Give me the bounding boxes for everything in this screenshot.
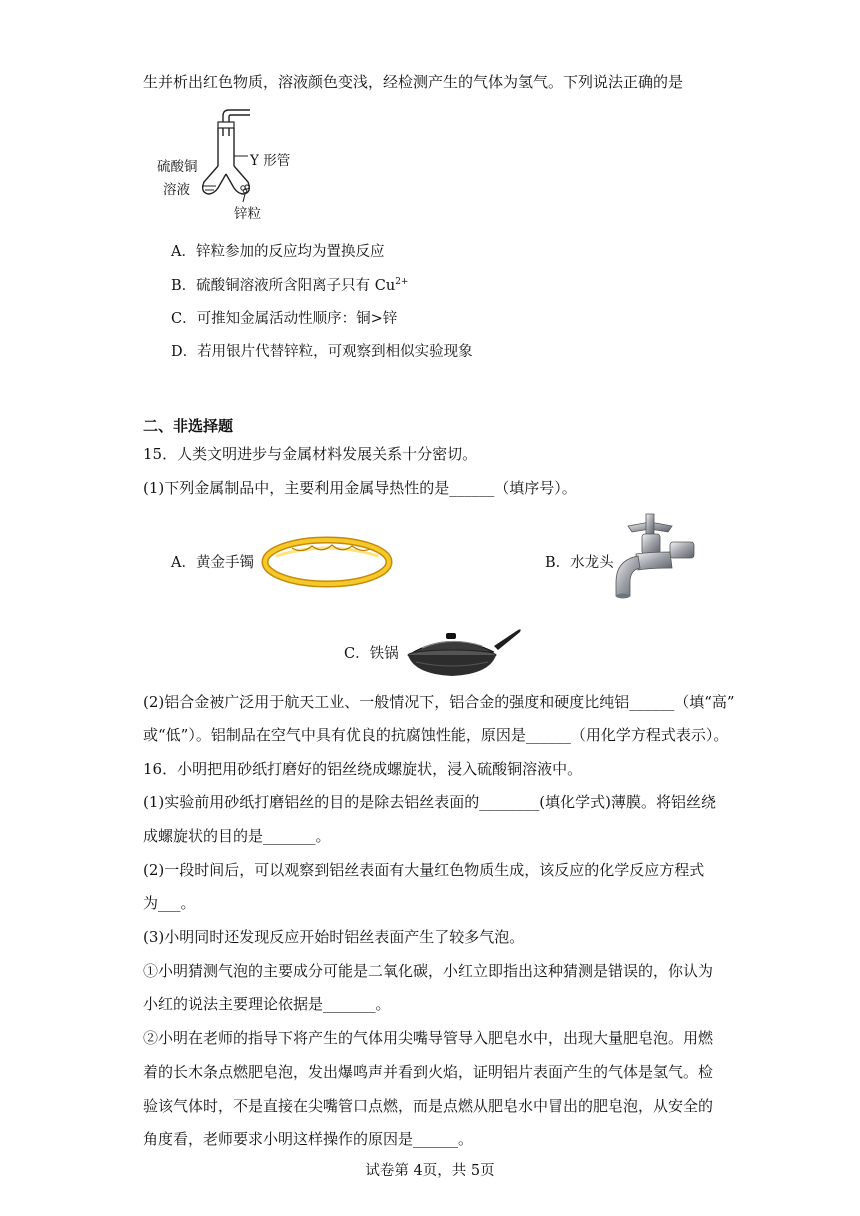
q16-stem: 16．小明把用砂纸打磨好的铝丝绕成螺旋状，浸入硫酸铜溶液中。 — [143, 760, 583, 778]
label-copper-sulfate: 硫酸铜 — [157, 159, 198, 175]
q16-circle2-line1: ②小明在老师的指导下将产生的气体用尖嘴导管导入肥皂水中，出现大量肥皂泡。用燃 — [143, 1029, 714, 1047]
wok-image — [402, 624, 524, 680]
q16-circle2-line2: 着的长木条点燃肥皂泡，发出爆鸣声并看到火焰，证明铝片表面产生的气体是氢气。检 — [143, 1063, 714, 1081]
q16-circle2-line3: 验该气体时，不是直接在尖嘴管口点燃，而是点燃从肥皂水中冒出的肥皂泡，从安全的 — [143, 1097, 714, 1115]
page-footer: 试卷第 4页，共 5页 — [365, 1163, 495, 1179]
item-c-label: C．铁锅 — [344, 646, 399, 662]
q15-part2-line1: (2)铝合金被广泛用于航天工业、一般情况下，铝合金的强度和硬度比纯铝______（填“高” — [143, 693, 735, 711]
q15-part1: (1)下列金属制品中，主要利用金属导热性的是______（填序号）。 — [143, 479, 577, 497]
q14-option-a: A．锌粒参加的反应均为置换反应 — [171, 244, 385, 260]
q16-circle1-line2: 小红的说法主要理论依据是_______。 — [143, 995, 391, 1013]
q14-option-b-text: B．硫酸铜溶液所含阳离子只有 Cu — [171, 278, 396, 294]
item-a-label: A．黄金手镯 — [171, 555, 254, 571]
q16-part2-line2: 为___。 — [143, 894, 196, 912]
q16-part1-line1: (1)实验前用砂纸打磨铝丝的目的是除去铝丝表面的________(填化学式)薄膜。将铝丝绕 — [143, 793, 716, 811]
label-zinc: 锌粒 — [234, 206, 261, 222]
label-y-tube: Y 形管 — [250, 153, 291, 169]
q15-part2-line2: 或“低”）。铝制品在空气中具有优良的抗腐蚀性能，原因是______（用化学方程式表示）。 — [143, 726, 729, 744]
q14-option-b-superscript: 2+ — [395, 277, 409, 288]
intro-line: 生并析出红色物质，溶液颜色变浅，经检测产生的气体为氢气。下列说法正确的是 — [143, 73, 684, 91]
q16-circle1-line1: ①小明猜测气泡的主要成分可能是二氧化碳，小红立即指出这种猜测是错误的，你认为 — [143, 962, 714, 980]
q16-part2-line1: (2)一段时间后，可以观察到铝丝表面有大量红色物质生成，该反应的化学反应方程式 — [143, 861, 705, 879]
gold-bangle-image — [262, 536, 392, 588]
q14-option-d: D．若用银片代替锌粒，可观察到相似实验现象 — [171, 344, 473, 360]
faucet-image — [610, 512, 700, 608]
q16-part3: (3)小明同时还发现反应开始时铝丝表面产生了较多气泡。 — [143, 928, 525, 946]
q16-part1-line2: 成螺旋状的目的是_______。 — [143, 827, 331, 845]
section-title: 二、非选择题 — [143, 417, 234, 435]
q14-option-b — [171, 276, 408, 296]
q16-circle2-line4: 角度看，老师要求小明这样操作的原因是______。 — [143, 1130, 474, 1148]
q14-option-c: C．可推知金属活动性顺序：铜>锌 — [171, 311, 398, 327]
item-b-label: B．水龙头 — [545, 555, 614, 571]
label-solution: 溶液 — [163, 182, 190, 198]
q15-stem: 15．人类文明进步与金属材料发展关系十分密切。 — [143, 445, 478, 463]
